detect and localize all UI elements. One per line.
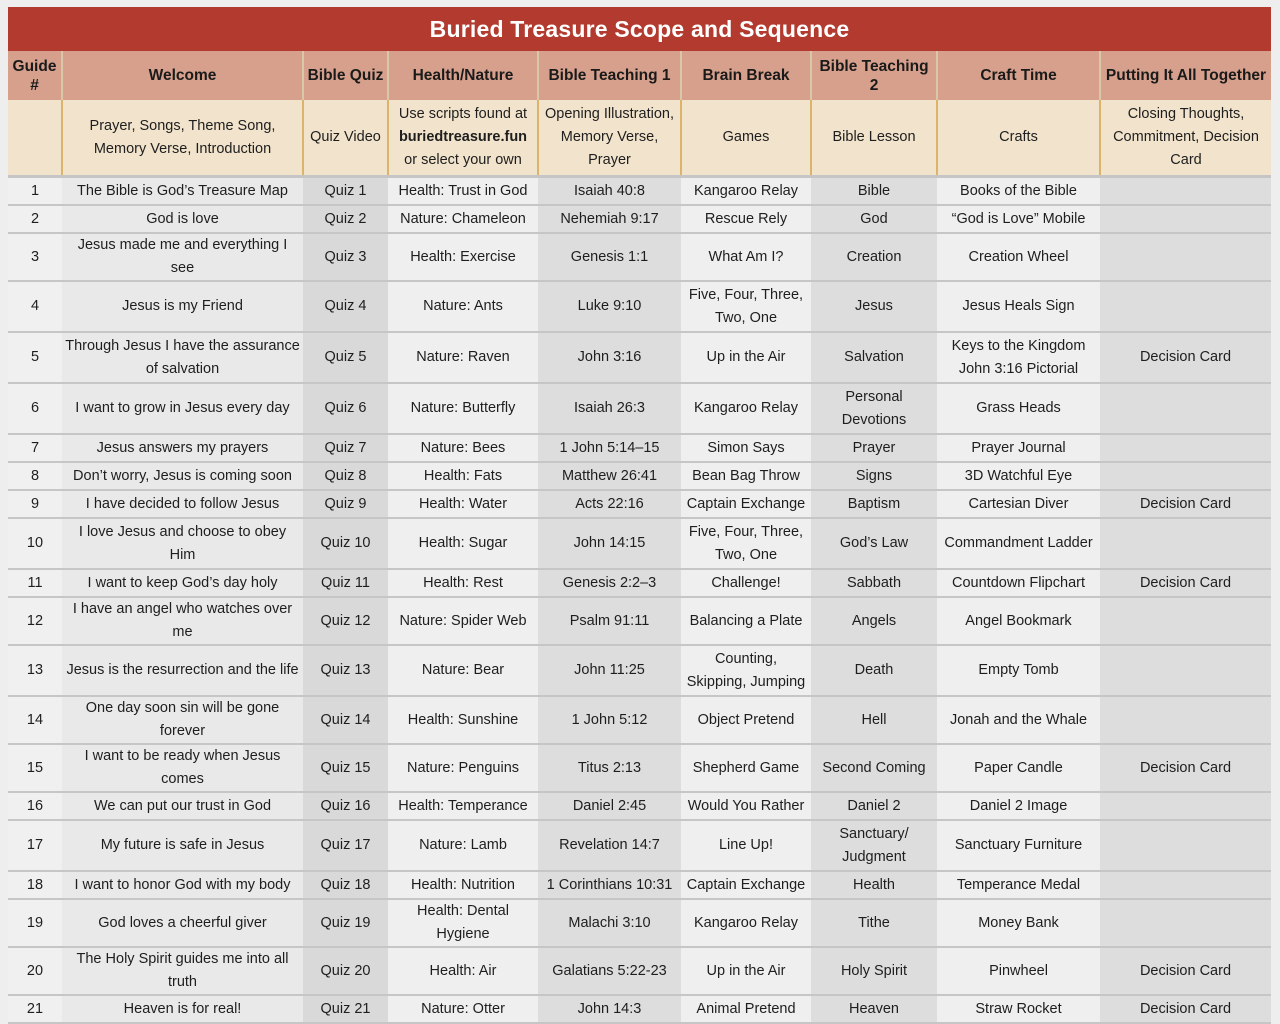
cell-bible-quiz: Quiz 12 xyxy=(303,597,388,645)
table-row xyxy=(8,569,1271,597)
header-putting-it-all-together: Putting It All Together xyxy=(1100,51,1271,100)
desc-bible-quiz: Quiz Video xyxy=(303,100,388,177)
cell-welcome-topic: God loves a cheerful giver xyxy=(62,899,303,947)
cell-health-nature: Nature: Ants xyxy=(388,281,538,332)
cell-bible-teaching-1: Isaiah 40:8 xyxy=(538,177,681,206)
column-description-row xyxy=(8,100,1271,177)
cell-craft-time: Daniel 2 Image xyxy=(937,792,1100,820)
cell-brain-break: Five, Four, Three, Two, One xyxy=(681,518,811,569)
desc-guide xyxy=(8,100,62,177)
page-title: Buried Treasure Scope and Sequence xyxy=(8,7,1271,51)
cell-health-nature: Nature: Spider Web xyxy=(388,597,538,645)
cell-putting-it-all-together xyxy=(1100,899,1271,947)
cell-guide-number: 15 xyxy=(8,744,62,792)
table-row xyxy=(8,233,1271,281)
cell-bible-quiz: Quiz 1 xyxy=(303,177,388,206)
cell-guide-number: 1 xyxy=(8,177,62,206)
cell-bible-teaching-2: Signs xyxy=(811,462,937,490)
cell-bible-teaching-2: Prayer xyxy=(811,434,937,462)
cell-health-nature: Health: Sunshine xyxy=(388,696,538,744)
desc-welcome: Prayer, Songs, Theme Song, Memory Verse, Introduction xyxy=(62,100,303,177)
table-row xyxy=(8,696,1271,744)
cell-craft-time: “God is Love” Mobile xyxy=(937,205,1100,233)
cell-welcome-topic: My future is safe in Jesus xyxy=(62,820,303,871)
cell-bible-teaching-1: 1 John 5:12 xyxy=(538,696,681,744)
cell-health-nature: Nature: Lamb xyxy=(388,820,538,871)
cell-bible-teaching-1: John 14:3 xyxy=(538,995,681,1023)
desc-bible-teaching-1: Opening Illustration, Memory Verse, Prayer xyxy=(538,100,681,177)
cell-bible-quiz: Quiz 7 xyxy=(303,434,388,462)
cell-bible-quiz: Quiz 9 xyxy=(303,490,388,518)
cell-bible-teaching-1: Revelation 14:7 xyxy=(538,820,681,871)
cell-bible-teaching-1: 1 John 5:14–15 xyxy=(538,434,681,462)
cell-bible-quiz: Quiz 19 xyxy=(303,899,388,947)
cell-craft-time: Creation Wheel xyxy=(937,233,1100,281)
cell-craft-time: Money Bank xyxy=(937,899,1100,947)
table-row xyxy=(8,383,1271,434)
cell-guide-number: 8 xyxy=(8,462,62,490)
cell-guide-number: 6 xyxy=(8,383,62,434)
cell-craft-time: Temperance Medal xyxy=(937,871,1100,899)
cell-health-nature: Nature: Raven xyxy=(388,332,538,383)
cell-welcome-topic: God is love xyxy=(62,205,303,233)
cell-guide-number: 2 xyxy=(8,205,62,233)
cell-welcome-topic: The Holy Spirit guides me into all truth xyxy=(62,947,303,995)
cell-bible-teaching-2: Second Coming xyxy=(811,744,937,792)
cell-craft-time: Sanctuary Furniture xyxy=(937,820,1100,871)
cell-bible-teaching-1: Luke 9:10 xyxy=(538,281,681,332)
cell-bible-quiz: Quiz 20 xyxy=(303,947,388,995)
table-row xyxy=(8,597,1271,645)
cell-health-nature: Health: Temperance xyxy=(388,792,538,820)
cell-bible-teaching-2: Jesus xyxy=(811,281,937,332)
cell-bible-teaching-2: Hell xyxy=(811,696,937,744)
cell-health-nature: Health: Trust in God xyxy=(388,177,538,206)
cell-health-nature: Nature: Bees xyxy=(388,434,538,462)
cell-craft-time: Countdown Flipchart xyxy=(937,569,1100,597)
cell-craft-time: Jesus Heals Sign xyxy=(937,281,1100,332)
desc-health-line1: Use scripts found at xyxy=(398,106,528,122)
cell-putting-it-all-together xyxy=(1100,597,1271,645)
cell-health-nature: Health: Rest xyxy=(388,569,538,597)
cell-brain-break: Kangaroo Relay xyxy=(681,899,811,947)
cell-craft-time: Straw Rocket xyxy=(937,995,1100,1023)
cell-putting-it-all-together xyxy=(1100,383,1271,434)
cell-putting-it-all-together xyxy=(1100,645,1271,696)
table-row xyxy=(8,518,1271,569)
cell-guide-number: 16 xyxy=(8,792,62,820)
table-row xyxy=(8,434,1271,462)
cell-bible-teaching-1: John 11:25 xyxy=(538,645,681,696)
cell-putting-it-all-together: Decision Card xyxy=(1100,947,1271,995)
cell-bible-teaching-1: Genesis 2:2–3 xyxy=(538,569,681,597)
cell-guide-number: 13 xyxy=(8,645,62,696)
header-brain-break: Brain Break xyxy=(681,51,811,100)
cell-bible-quiz: Quiz 16 xyxy=(303,792,388,820)
cell-welcome-topic: I want to keep God’s day holy xyxy=(62,569,303,597)
cell-brain-break: Captain Exchange xyxy=(681,871,811,899)
cell-guide-number: 5 xyxy=(8,332,62,383)
cell-brain-break: Bean Bag Throw xyxy=(681,462,811,490)
cell-bible-teaching-2: God xyxy=(811,205,937,233)
cell-bible-teaching-2: Holy Spirit xyxy=(811,947,937,995)
cell-bible-quiz: Quiz 8 xyxy=(303,462,388,490)
cell-welcome-topic: Jesus made me and everything I see xyxy=(62,233,303,281)
cell-welcome-topic: Jesus answers my prayers xyxy=(62,434,303,462)
cell-guide-number: 7 xyxy=(8,434,62,462)
desc-health-line3: or select your own xyxy=(404,152,522,168)
cell-bible-teaching-2: Baptism xyxy=(811,490,937,518)
cell-health-nature: Health: Nutrition xyxy=(388,871,538,899)
cell-bible-quiz: Quiz 18 xyxy=(303,871,388,899)
cell-bible-teaching-1: Galatians 5:22-23 xyxy=(538,947,681,995)
cell-bible-quiz: Quiz 15 xyxy=(303,744,388,792)
cell-brain-break: Captain Exchange xyxy=(681,490,811,518)
table-row xyxy=(8,490,1271,518)
cell-bible-teaching-1: Daniel 2:45 xyxy=(538,792,681,820)
cell-putting-it-all-together xyxy=(1100,177,1271,206)
cell-health-nature: Health: Dental Hygiene xyxy=(388,899,538,947)
table-row xyxy=(8,871,1271,899)
cell-welcome-topic: Heaven is for real! xyxy=(62,995,303,1023)
cell-bible-teaching-1: Matthew 26:41 xyxy=(538,462,681,490)
table-row xyxy=(8,205,1271,233)
header-health-nature: Health/Nature xyxy=(388,51,538,100)
website-link[interactable]: buriedtreasure.fun xyxy=(398,129,528,145)
table-row xyxy=(8,792,1271,820)
cell-guide-number: 19 xyxy=(8,899,62,947)
cell-craft-time: Empty Tomb xyxy=(937,645,1100,696)
cell-craft-time: Angel Bookmark xyxy=(937,597,1100,645)
cell-craft-time: Pinwheel xyxy=(937,947,1100,995)
cell-putting-it-all-together xyxy=(1100,434,1271,462)
cell-bible-teaching-1: 1 Corinthians 10:31 xyxy=(538,871,681,899)
cell-brain-break: Rescue Rely xyxy=(681,205,811,233)
cell-bible-quiz: Quiz 11 xyxy=(303,569,388,597)
header-bible-teaching-2: Bible Teaching 2 xyxy=(811,51,937,100)
cell-bible-quiz: Quiz 21 xyxy=(303,995,388,1023)
cell-bible-teaching-2: Death xyxy=(811,645,937,696)
cell-brain-break: What Am I? xyxy=(681,233,811,281)
cell-bible-quiz: Quiz 5 xyxy=(303,332,388,383)
cell-health-nature: Health: Exercise xyxy=(388,233,538,281)
cell-health-nature: Nature: Butterfly xyxy=(388,383,538,434)
cell-brain-break: Counting, Skipping, Jumping xyxy=(681,645,811,696)
cell-bible-teaching-2: Creation xyxy=(811,233,937,281)
table-row xyxy=(8,281,1271,332)
cell-guide-number: 20 xyxy=(8,947,62,995)
cell-bible-quiz: Quiz 6 xyxy=(303,383,388,434)
cell-welcome-topic: One day soon sin will be gone forever xyxy=(62,696,303,744)
cell-putting-it-all-together: Decision Card xyxy=(1100,744,1271,792)
header-bible-teaching-1: Bible Teaching 1 xyxy=(538,51,681,100)
cell-putting-it-all-together: Decision Card xyxy=(1100,490,1271,518)
cell-craft-time: 3D Watchful Eye xyxy=(937,462,1100,490)
cell-putting-it-all-together: Decision Card xyxy=(1100,332,1271,383)
cell-putting-it-all-together xyxy=(1100,205,1271,233)
cell-welcome-topic: We can put our trust in God xyxy=(62,792,303,820)
cell-bible-teaching-2: Salvation xyxy=(811,332,937,383)
header-craft-time: Craft Time xyxy=(937,51,1100,100)
table-row xyxy=(8,947,1271,995)
cell-guide-number: 3 xyxy=(8,233,62,281)
cell-bible-teaching-1: Isaiah 26:3 xyxy=(538,383,681,434)
desc-health-nature xyxy=(388,100,538,177)
cell-bible-quiz: Quiz 17 xyxy=(303,820,388,871)
cell-bible-quiz: Quiz 13 xyxy=(303,645,388,696)
cell-bible-teaching-2: Tithe xyxy=(811,899,937,947)
cell-brain-break: Line Up! xyxy=(681,820,811,871)
cell-putting-it-all-together xyxy=(1100,462,1271,490)
cell-craft-time: Grass Heads xyxy=(937,383,1100,434)
cell-bible-teaching-2: God’s Law xyxy=(811,518,937,569)
cell-health-nature: Nature: Bear xyxy=(388,645,538,696)
cell-brain-break: Up in the Air xyxy=(681,947,811,995)
cell-bible-teaching-1: Acts 22:16 xyxy=(538,490,681,518)
cell-brain-break: Would You Rather xyxy=(681,792,811,820)
cell-health-nature: Health: Water xyxy=(388,490,538,518)
cell-welcome-topic: I have an angel who watches over me xyxy=(62,597,303,645)
cell-bible-teaching-2: Sabbath xyxy=(811,569,937,597)
table-row xyxy=(8,744,1271,792)
cell-health-nature: Nature: Otter xyxy=(388,995,538,1023)
cell-brain-break: Balancing a Plate xyxy=(681,597,811,645)
cell-bible-teaching-2: Angels xyxy=(811,597,937,645)
cell-putting-it-all-together xyxy=(1100,871,1271,899)
cell-brain-break: Object Pretend xyxy=(681,696,811,744)
cell-craft-time: Keys to the Kingdom John 3:16 Pictorial xyxy=(937,332,1100,383)
cell-putting-it-all-together xyxy=(1100,792,1271,820)
cell-brain-break: Kangaroo Relay xyxy=(681,177,811,206)
cell-bible-quiz: Quiz 3 xyxy=(303,233,388,281)
cell-bible-teaching-1: Psalm 91:11 xyxy=(538,597,681,645)
cell-brain-break: Five, Four, Three, Two, One xyxy=(681,281,811,332)
cell-putting-it-all-together xyxy=(1100,518,1271,569)
cell-guide-number: 12 xyxy=(8,597,62,645)
table-body xyxy=(8,177,1271,1024)
scope-sequence-sheet xyxy=(8,7,1271,1017)
cell-health-nature: Health: Sugar xyxy=(388,518,538,569)
table-row xyxy=(8,645,1271,696)
cell-welcome-topic: I have decided to follow Jesus xyxy=(62,490,303,518)
cell-craft-time: Prayer Journal xyxy=(937,434,1100,462)
cell-putting-it-all-together xyxy=(1100,820,1271,871)
cell-bible-teaching-1: Genesis 1:1 xyxy=(538,233,681,281)
cell-brain-break: Challenge! xyxy=(681,569,811,597)
cell-bible-quiz: Quiz 4 xyxy=(303,281,388,332)
cell-bible-teaching-2: Daniel 2 xyxy=(811,792,937,820)
cell-guide-number: 17 xyxy=(8,820,62,871)
cell-guide-number: 10 xyxy=(8,518,62,569)
cell-putting-it-all-together xyxy=(1100,233,1271,281)
cell-bible-teaching-2: Bible xyxy=(811,177,937,206)
cell-health-nature: Health: Air xyxy=(388,947,538,995)
table-row xyxy=(8,995,1271,1023)
cell-guide-number: 14 xyxy=(8,696,62,744)
cell-brain-break: Animal Pretend xyxy=(681,995,811,1023)
cell-guide-number: 18 xyxy=(8,871,62,899)
desc-putting-it-all-together: Closing Thoughts, Commitment, Decision Card xyxy=(1100,100,1271,177)
table-row xyxy=(8,332,1271,383)
cell-welcome-topic: The Bible is God’s Treasure Map xyxy=(62,177,303,206)
cell-bible-teaching-1: Titus 2:13 xyxy=(538,744,681,792)
cell-health-nature: Nature: Penguins xyxy=(388,744,538,792)
cell-craft-time: Jonah and the Whale xyxy=(937,696,1100,744)
cell-welcome-topic: Don’t worry, Jesus is coming soon xyxy=(62,462,303,490)
table-row xyxy=(8,462,1271,490)
header-guide: Guide # xyxy=(8,51,62,100)
cell-welcome-topic: Jesus is my Friend xyxy=(62,281,303,332)
cell-putting-it-all-together: Decision Card xyxy=(1100,995,1271,1023)
cell-health-nature: Health: Fats xyxy=(388,462,538,490)
desc-bible-teaching-2: Bible Lesson xyxy=(811,100,937,177)
cell-guide-number: 21 xyxy=(8,995,62,1023)
desc-craft-time: Crafts xyxy=(937,100,1100,177)
cell-putting-it-all-together xyxy=(1100,281,1271,332)
cell-craft-time: Cartesian Diver xyxy=(937,490,1100,518)
header-bible-quiz: Bible Quiz xyxy=(303,51,388,100)
table-row xyxy=(8,899,1271,947)
cell-bible-teaching-1: John 14:15 xyxy=(538,518,681,569)
cell-brain-break: Shepherd Game xyxy=(681,744,811,792)
cell-guide-number: 9 xyxy=(8,490,62,518)
cell-guide-number: 11 xyxy=(8,569,62,597)
cell-bible-teaching-2: Health xyxy=(811,871,937,899)
scope-table xyxy=(8,51,1271,1024)
cell-bible-teaching-1: Nehemiah 9:17 xyxy=(538,205,681,233)
cell-craft-time: Commandment Ladder xyxy=(937,518,1100,569)
table-row xyxy=(8,820,1271,871)
cell-brain-break: Kangaroo Relay xyxy=(681,383,811,434)
column-header-row xyxy=(8,51,1271,100)
cell-welcome-topic: I want to be ready when Jesus comes xyxy=(62,744,303,792)
cell-bible-teaching-2: Personal Devotions xyxy=(811,383,937,434)
cell-bible-quiz: Quiz 2 xyxy=(303,205,388,233)
cell-brain-break: Up in the Air xyxy=(681,332,811,383)
cell-putting-it-all-together xyxy=(1100,696,1271,744)
cell-bible-teaching-1: Malachi 3:10 xyxy=(538,899,681,947)
cell-bible-teaching-2: Heaven xyxy=(811,995,937,1023)
cell-welcome-topic: I want to honor God with my body xyxy=(62,871,303,899)
cell-guide-number: 4 xyxy=(8,281,62,332)
cell-putting-it-all-together: Decision Card xyxy=(1100,569,1271,597)
cell-bible-quiz: Quiz 14 xyxy=(303,696,388,744)
cell-welcome-topic: Jesus is the resurrection and the life xyxy=(62,645,303,696)
cell-craft-time: Books of the Bible xyxy=(937,177,1100,206)
header-welcome: Welcome xyxy=(62,51,303,100)
cell-brain-break: Simon Says xyxy=(681,434,811,462)
desc-brain-break: Games xyxy=(681,100,811,177)
table-row xyxy=(8,177,1271,206)
cell-craft-time: Paper Candle xyxy=(937,744,1100,792)
cell-bible-quiz: Quiz 10 xyxy=(303,518,388,569)
cell-bible-teaching-2: Sanctuary/ Judgment xyxy=(811,820,937,871)
cell-welcome-topic: I want to grow in Jesus every day xyxy=(62,383,303,434)
cell-health-nature: Nature: Chameleon xyxy=(388,205,538,233)
cell-bible-teaching-1: John 3:16 xyxy=(538,332,681,383)
cell-welcome-topic: I love Jesus and choose to obey Him xyxy=(62,518,303,569)
cell-welcome-topic: Through Jesus I have the assurance of salvation xyxy=(62,332,303,383)
